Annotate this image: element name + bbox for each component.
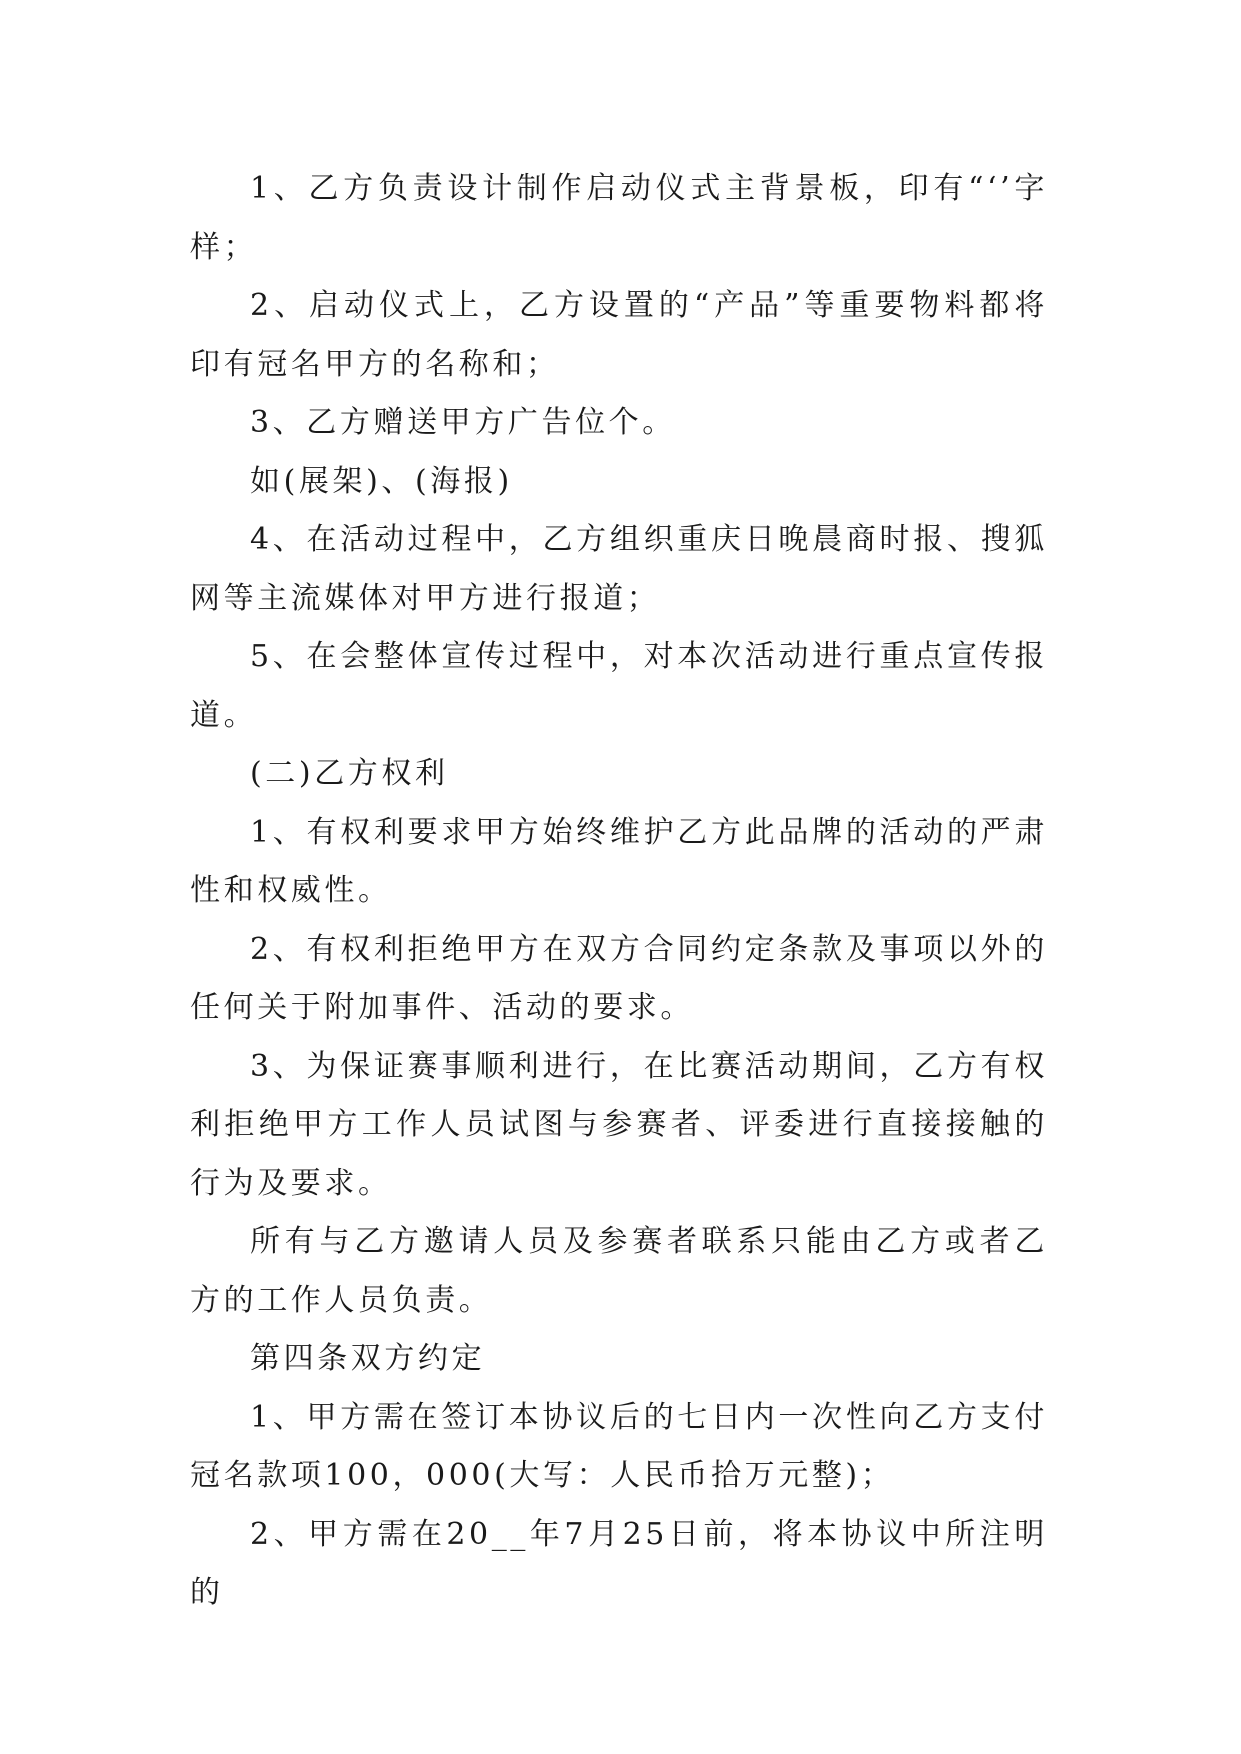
paragraph: 1、甲方需在签订本协议后的七日内一次性向乙方支付冠名款项100，000(大写：人民币拾万元整)； <box>190 1399 1048 1493</box>
section-heading: (二)乙方权利 <box>250 756 449 791</box>
section-heading: 第四条双方约定 <box>250 1341 486 1376</box>
paragraph: 1、乙方负责设计制作启动仪式主背景板，印有“‘’字样； <box>190 171 1048 265</box>
document-body <box>190 160 1048 1623</box>
paragraph: 1、有权利要求甲方始终维护乙方此品牌的活动的严肃性和权威性。 <box>190 814 1048 908</box>
paragraph: 3、为保证赛事顺利进行，在比赛活动期间，乙方有权利拒绝甲方工作人员试图与参赛者、评委进行直接接触的行为及要求。 <box>190 1048 1048 1201</box>
paragraph: 所有与乙方邀请人员及参赛者联系只能由乙方或者乙方的工作人员负责。 <box>190 1224 1048 1318</box>
paragraph: 4、在活动过程中，乙方组织重庆日晚晨商时报、搜狐网等主流媒体对甲方进行报道； <box>190 522 1048 616</box>
paragraph: 如(展架)、(海报) <box>250 463 513 499</box>
paragraph: 3、乙方赠送甲方广告位个。 <box>250 405 676 440</box>
paragraph: 2、有权利拒绝甲方在双方合同约定条款及事项以外的任何关于附加事件、活动的要求。 <box>190 931 1048 1025</box>
paragraph: 5、在会整体宣传过程中，对本次活动进行重点宣传报道。 <box>190 639 1048 733</box>
paragraph: 2、启动仪式上，乙方设置的“产品”等重要物料都将印有冠名甲方的名称和； <box>190 288 1048 382</box>
paragraph: 2、甲方需在20__年7月25日前，将本协议中所注明的 <box>190 1516 1048 1610</box>
